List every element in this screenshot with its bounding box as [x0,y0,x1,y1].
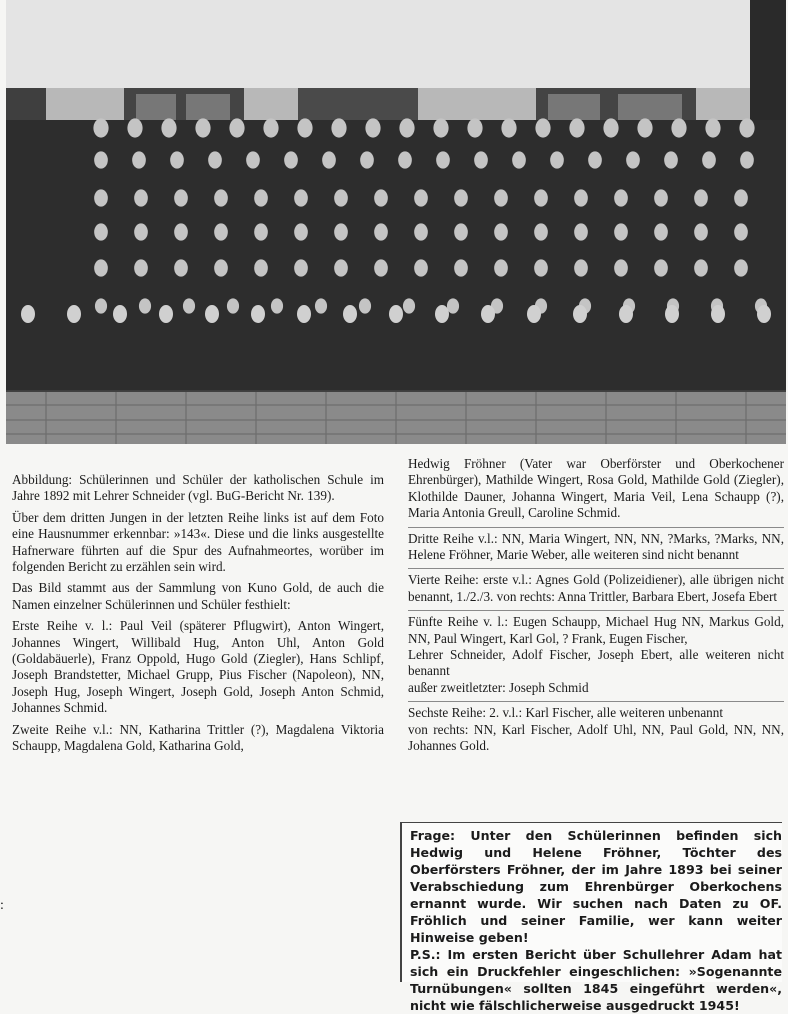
child-face [315,298,327,313]
child-face [512,151,526,168]
child-face [263,118,278,137]
child-face [637,118,652,137]
child-face [334,189,348,206]
right-column [408,456,784,755]
child-face [251,305,265,323]
child-face [139,298,151,313]
child-face [94,259,108,276]
child-face [414,259,428,276]
child-face [435,305,449,323]
child-face [21,305,35,323]
row-5-names: Fünfte Reihe v. l.: Eugen Schaupp, Michael Hug NN, Markus Gold, NN, Paul Wingert, Karl Gol, ? Frank, Eugen Fischer, [408,614,784,646]
collection-paragraph: Das Bild stammt aus der Sammlung von Kuno Gold, de auch die Namen einzelner Schülerinnen und Schüler festhielt: [12,580,384,612]
child-face [614,189,628,206]
child-face [195,118,210,137]
child-face [254,223,268,240]
row-2-names-start: Zweite Reihe v.l.: NN, Katharina Trittler (?), Magdalena Viktoria Schaupp, Magdalena Gold, Katharina Gold, [12,721,384,754]
child-face [331,118,346,137]
row-3-names: Dritte Reihe v.l.: NN, Maria Wingert, NN, NN, ?Marks, ?Marks, NN, Helene Fröhner, Marie Weber, alle weiteren sind nicht benannt [408,530,784,563]
margin-mark: : [0,898,4,913]
child-face [374,259,388,276]
child-face [254,259,268,276]
row-1-names: Erste Reihe v. l.: Paul Veil (späterer Pflugwirt), Anton Wingert, Johannes Wingert, Willibald Hug, Anton Uhl, Anton Gold (Goldabäuerle), Franz Oppold, Hugo Gold (Ziegler), Hans Schlipf, Joseph Brandstetter, Michael Grupp, Pius Fischer (Napoleon), NN, Joseph Hug, Joseph Wingert, Joseph Gold, Joseph Anton Schmid, Johannes Schmid. [12,618,384,716]
child-face [614,259,628,276]
child-face [619,305,633,323]
class-photo-drawing [6,0,786,444]
child-face [481,305,495,323]
child-face [398,151,412,168]
child-face [573,305,587,323]
house-number-paragraph: Über dem dritten Jungen in der letzten Reihe links ist auf dem Foto eine Hausnummer erkennbar: »143«. Diese und die links ausgestellte Hafnerware führten auf die Spur des Aufnahmeortes, worüber im folgenden Bericht zu erzählen sein wird. [12,509,384,575]
child-face [614,223,628,240]
child-face [161,118,176,137]
child-face [174,259,188,276]
divider [408,701,784,702]
child-face [534,223,548,240]
child-face [67,305,81,323]
child-face [134,189,148,206]
child-face [454,223,468,240]
child-face [214,259,228,276]
child-face [705,118,720,137]
child-face [734,223,748,240]
child-face [654,223,668,240]
child-face [588,151,602,168]
child-face [365,118,380,137]
child-face [702,151,716,168]
child-face [740,151,754,168]
child-face [433,118,448,137]
child-face [654,259,668,276]
child-face [501,118,516,137]
child-face [271,298,283,313]
child-face [494,223,508,240]
child-face [343,305,357,323]
divider [408,610,784,611]
child-face [246,151,260,168]
child-face [403,298,415,313]
teacher-line: Lehrer Schneider, Adolf Fischer, Joseph Ebert, alle weiteren nicht benannt [408,647,784,679]
child-face [95,298,107,313]
child-face [183,298,195,313]
child-face [374,189,388,206]
question-text: Unter den Schülerinnen befinden sich Hedwig und Helene Fröhner, Töchter des Oberförsters Fröhner, der im Jahre 1893 bei seiner Verabschiedung zum Ehrenbürger Oberkochens ernannt wurde. Wir suchen nach Daten zu OF. Fröhlich und seiner Familie, wer kann weiter Hinweise geben! [410,828,783,945]
child-face [527,305,541,323]
child-face [664,151,678,168]
child-face [494,259,508,276]
child-face [603,118,618,137]
question-label: Frage: [410,828,456,843]
child-face [534,259,548,276]
class-photo [6,0,786,444]
photo-caption: Abbildung: Schülerinnen und Schüler der katholischen Schule im Jahre 1892 mit Lehrer Schneider (vgl. BuG-Bericht Nr. 139). [12,472,384,504]
child-face [294,189,308,206]
except-line: außer zweitletzter: Joseph Schmid [408,679,589,695]
child-face [574,189,588,206]
child-face [254,189,268,206]
child-face [389,305,403,323]
child-face [694,259,708,276]
row-2-names-continued: Hedwig Fröhner (Vater war Oberförster und Oberkochener Ehrenbürger), Mathilde Wingert, Rosa Gold, Mathilde Gold (Ziegler), Klothilde Dauner, Johanna Wingert, Maria Veil, Lena Schaupp (?), Maria Antonia Greull, Caroline Schmid. [408,456,784,521]
postscript: P.S.: Im ersten Bericht über Schullehrer Adam hat sich ein Druckfehler eingeschlichen: »Sogenannte Turnübungen« sollten 1845 eingeführt werden«, nicht wie fälschlicherweise ausgedruckt 1945! [410,947,782,1013]
child-face [474,151,488,168]
child-face [574,223,588,240]
child-face [694,223,708,240]
child-face [334,223,348,240]
child-face [734,189,748,206]
child-face [665,305,679,323]
child-face [214,223,228,240]
child-face [654,189,668,206]
divider [408,568,784,569]
child-face [174,223,188,240]
child-face [227,298,239,313]
child-face [297,118,312,137]
question-paragraph [410,827,782,946]
row-6-from-right: von rechts: NN, Karl Fischer, Adolf Uhl, NN, Paul Gold, NN, NN, Johannes Gold. [408,721,784,754]
divider [408,527,784,528]
child-face [454,259,468,276]
child-face [294,259,308,276]
child-face [127,118,142,137]
child-face [284,151,298,168]
left-column [12,472,384,755]
child-face [334,259,348,276]
child-face [711,305,725,323]
child-face [322,151,336,168]
child-face [170,151,184,168]
child-face [113,305,127,323]
child-face [454,189,468,206]
child-face [757,305,771,323]
child-face [360,151,374,168]
child-face [94,223,108,240]
child-face [297,305,311,323]
child-face [93,118,108,137]
child-face [359,298,371,313]
child-face [574,259,588,276]
row-6-names: Sechste Reihe: 2. v.l.: Karl Fischer, alle weiteren unbenannt [408,705,724,721]
child-face [535,118,550,137]
child-face [671,118,686,137]
child-face [134,223,148,240]
child-face [550,151,564,168]
child-face [294,223,308,240]
child-face [467,118,482,137]
child-face [569,118,584,137]
child-face [94,151,108,168]
child-face [739,118,754,137]
child-face [208,151,222,168]
child-face [494,189,508,206]
child-face [94,189,108,206]
row-4-names: Vierte Reihe: erste v.l.: Agnes Gold (Polizeidiener), alle übrigen nicht benannt, 1./2./3. von rechts: Anna Trittler, Barbara Ebert, Josefa Ebert [408,572,784,604]
child-face [626,151,640,168]
child-face [159,305,173,323]
child-face [205,305,219,323]
question-box [400,822,783,1013]
child-face [436,151,450,168]
child-face [694,189,708,206]
child-face [132,151,146,168]
child-face [447,298,459,313]
child-face [414,223,428,240]
child-face [374,223,388,240]
child-face [414,189,428,206]
child-face [214,189,228,206]
child-face [229,118,244,137]
child-face [534,189,548,206]
child-face [134,259,148,276]
child-face [734,259,748,276]
child-face [174,189,188,206]
child-face [399,118,414,137]
